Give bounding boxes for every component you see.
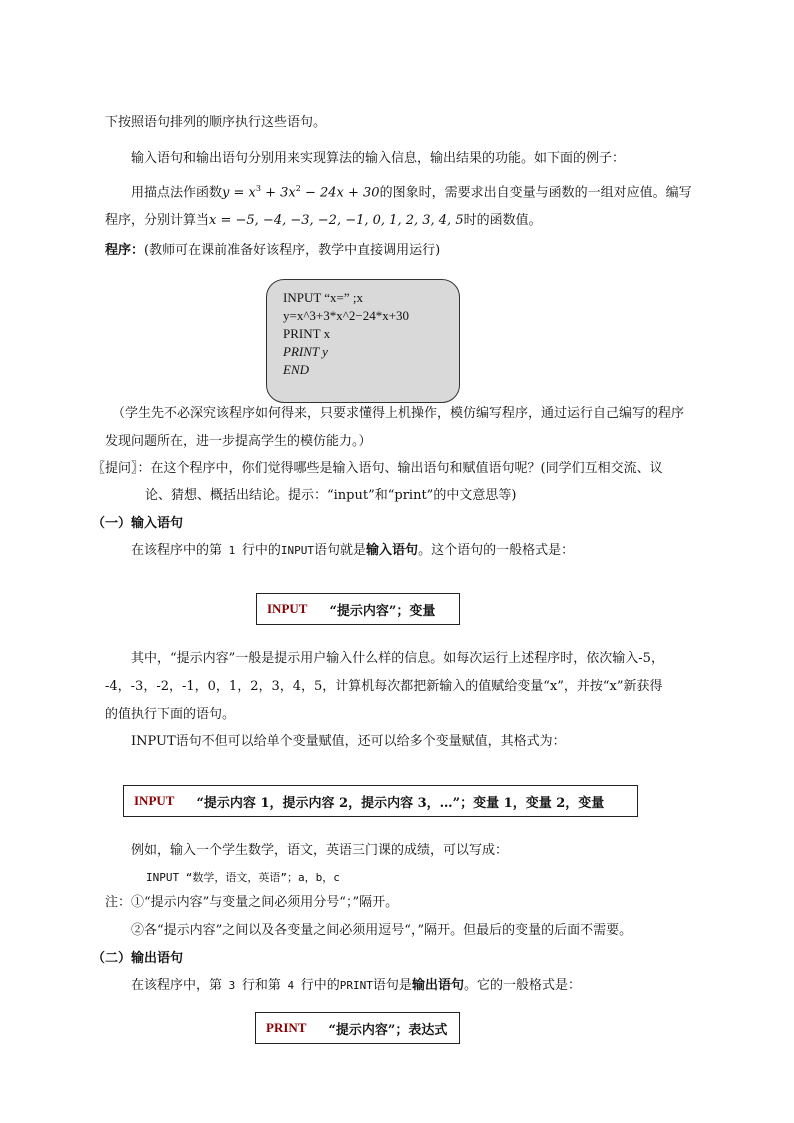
code-box [266,279,460,403]
paragraph: 下按照语句排列的顺序执行这些语句。 [105,115,327,130]
paragraph: 其中，“提示内容”一般是提示用户输入什么样的信息。如每次运行上述程序时，依次输入-5， [131,651,664,666]
paragraph: 的值执行下面的语句。 [105,707,236,722]
section-heading: （二）输出语句 [92,951,184,966]
question-line-2: 论、猜想、概括出结论。提示：“input”和“print”的中文意思等) [145,488,517,503]
code-line: END [283,362,309,377]
format-box-print: PRINT “提示内容”；表达式 [255,1012,460,1044]
paragraph-formula: 用描点法作函数$y = x^3 + 3x^2 - 24x + 30$的图象时，需要求出自变量与函数的一组对应值。编写 [131,184,692,201]
program-label-line: 程序：(教师可在课前准备好该程序，教学中直接调用运行) [105,243,441,258]
paragraph: 例如，输入一个学生数学，语文，英语三门课的成绩，可以写成： [131,843,509,858]
paragraph: （学生先不必深究该程序如何得来，只要求懂得上机操作，模仿编写程序，通过运行自己编写的程序 [112,406,685,421]
example-code: INPUT “数学，语文，英语”；a，b，c [146,871,340,884]
note-1: 注：①“提示内容”与变量之间必须用分号“；”隔开。 [105,895,399,910]
format-box-multi-input: INPUT “提示内容 1，提示内容 2，提示内容 3，…”；变量 1，变量 2，变量 [123,785,638,817]
paragraph: 发现问题所在，进一步提高学生的模仿能力。） [105,434,372,449]
section-heading: （一）输入语句 [92,516,184,531]
paragraph: 在该程序中，第 3 行和第 4 行中的PRINT语句是输出语句。它的一般格式是： [131,978,581,993]
format-box-input: INPUT “提示内容”；变量 [256,593,460,625]
paragraph: INPUT语句不但可以给单个变量赋值，还可以给多个变量赋值，其格式为： [131,734,566,749]
code-line: PRINT y [283,344,328,359]
paragraph: 输入语句和输出语句分别用来实现算法的输入信息，输出结果的功能。如下面的例子： [131,151,626,166]
paragraph: 在该程序中的第 1 行中的INPUT语句就是输入语句。这个语句的一般格式是： [131,543,575,558]
code-line: PRINT x [283,326,331,341]
code-line: INPUT “x=” ;x [283,290,364,305]
paragraph: -4，-3，-2，-1，0，1，2，3，4，5，计算机每次都把新输入的值赋给变量“x”，并按“x”新获得 [105,679,663,694]
note-2: ②各“提示内容”之间以及各变量之间必须用逗号“，”隔开。但最后的变量的后面不需要。 [131,923,633,938]
code-line: y=x^3+3*x^2−24*x+30 [283,308,410,323]
paragraph-values: 程序，分别计算当x = −5, −4, −3, −2, −1, 0, 1, 2, 3, 4, 5时的函数值。 [105,213,542,228]
question-line: 〖提问〗：在这个程序中，你们觉得哪些是输入语句、输出语句和赋值语句呢？(同学们互相交流、议 [92,461,663,476]
